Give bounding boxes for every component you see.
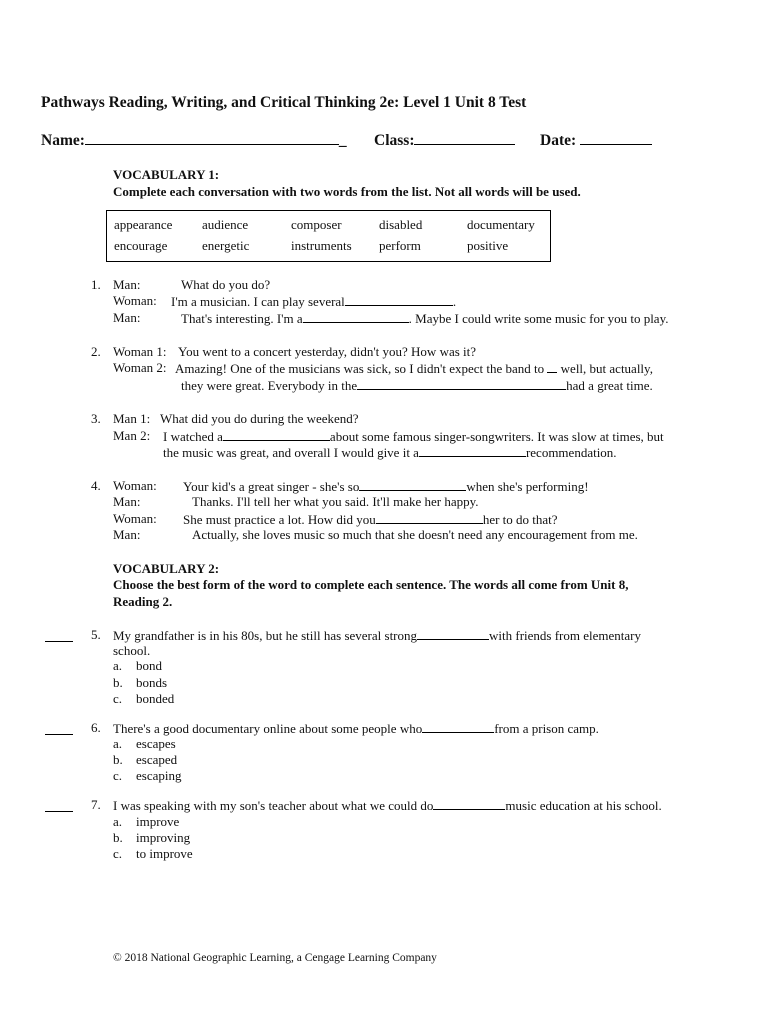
answer-blank[interactable]	[357, 377, 566, 390]
answer-blank[interactable]	[359, 478, 466, 491]
dialogue-line: Actually, she loves music so much that she doesn't need any encouragement from me.	[192, 527, 638, 542]
speaker: Man 1:	[113, 411, 151, 426]
question-text-cont: school.	[113, 643, 151, 658]
speaker: Man:	[113, 310, 141, 325]
answer-blank[interactable]	[376, 511, 483, 524]
question-text: My grandfather is in his 80s, but he still has several strong with friends from elementary	[113, 628, 641, 643]
dialogue-line: I watched a about some famous singer-songwriters. It was slow at times, but	[163, 429, 664, 444]
dialogue-line: Thanks. I'll tell her what you said. It'll make her happy.	[192, 494, 479, 509]
page-title: Pathways Reading, Writing, and Critical Thinking 2e: Level 1 Unit 8 Test	[41, 94, 527, 111]
word-item: perform	[379, 238, 421, 253]
speaker: Woman:	[113, 478, 157, 493]
option-text[interactable]: bonds	[136, 675, 168, 690]
question-text: I was speaking with my son's teacher about what we could do music education at his school.	[113, 798, 662, 813]
dialogue-line: What do you do?	[181, 277, 271, 292]
speaker: Woman 2:	[113, 360, 167, 375]
word-item: audience	[202, 217, 249, 232]
question-number: 5.	[91, 627, 101, 642]
answer-blank[interactable]	[223, 428, 330, 441]
option-text[interactable]: escaping	[136, 768, 182, 783]
question-number: 2.	[91, 344, 101, 359]
question-number: 4.	[91, 478, 101, 493]
dialogue-line: She must practice a lot. How did you her to do that?	[183, 512, 558, 527]
date-label: Date:	[540, 132, 577, 149]
word-item: appearance	[114, 217, 173, 232]
answer-blank[interactable]	[345, 293, 453, 306]
speaker: Woman:	[113, 511, 157, 526]
dialogue-line: I'm a musician. I can play several .	[171, 294, 457, 309]
answer-line[interactable]	[45, 733, 73, 735]
vocab2-instruction-line2: Reading 2.	[113, 594, 173, 609]
question-number: 1.	[91, 277, 101, 292]
word-item: energetic	[202, 238, 250, 253]
option-letter: b.	[113, 752, 123, 767]
option-letter: c.	[113, 768, 123, 783]
question-number: 6.	[91, 720, 101, 735]
option-text[interactable]: bond	[136, 658, 162, 673]
answer-blank[interactable]	[433, 797, 505, 810]
name-field[interactable]	[85, 143, 339, 145]
class-group	[374, 132, 515, 150]
speaker: Man:	[113, 494, 141, 509]
option-letter: c.	[113, 691, 123, 706]
word-list-box	[106, 210, 551, 262]
speaker: Woman:	[113, 293, 157, 308]
class-label: Class:	[374, 132, 415, 149]
answer-blank[interactable]	[422, 720, 494, 733]
speaker: Man:	[113, 277, 141, 292]
dialogue-line: they were great. Everybody in the had a great time.	[181, 378, 653, 393]
name-trailing: _	[338, 132, 347, 149]
word-item: encourage	[114, 238, 168, 253]
option-letter: a.	[113, 658, 123, 673]
vocab1-instruction: Complete each conversation with two words from the list. Not all words will be used.	[113, 184, 581, 199]
dialogue-line: Your kid's a great singer - she's so when she's performing!	[183, 479, 589, 494]
dialogue-line: the music was great, and overall I would give it a recommendation.	[163, 445, 617, 460]
dialogue-line: That's interesting. I'm a . Maybe I could write some music for you to play.	[181, 311, 669, 326]
speaker: Man:	[113, 527, 141, 542]
vocab2-heading: VOCABULARY 2:	[113, 561, 220, 576]
date-field[interactable]	[580, 143, 652, 145]
option-text[interactable]: to improve	[136, 846, 193, 861]
option-letter: b.	[113, 675, 123, 690]
answer-blank[interactable]	[303, 310, 409, 323]
answer-blank[interactable]	[547, 360, 557, 373]
speaker: Man 2:	[113, 428, 151, 443]
option-letter: a.	[113, 814, 123, 829]
name-label: Name:	[41, 132, 85, 149]
copyright-footer: © 2018 National Geographic Learning, a Cengage Learning Company	[113, 952, 437, 964]
dialogue-line: Amazing! One of the musicians was sick, so I didn't expect the band to well, but actually,	[175, 361, 653, 376]
date-group	[540, 132, 652, 150]
question-text: There's a good documentary online about some people who from a prison camp.	[113, 721, 599, 736]
student-info-row	[41, 132, 347, 150]
option-text[interactable]: escaped	[136, 752, 178, 767]
dialogue-line: You went to a concert yesterday, didn't you? How was it?	[178, 344, 477, 359]
vocab2-instruction-line1: Choose the best form of the word to complete each sentence. The words all come from Unit 8,	[113, 577, 629, 592]
question-number: 3.	[91, 411, 101, 426]
answer-line[interactable]	[45, 640, 73, 642]
option-text[interactable]: improving	[136, 830, 191, 845]
vocab1-heading: VOCABULARY 1:	[113, 167, 220, 182]
speaker: Woman 1:	[113, 344, 167, 359]
class-field[interactable]	[414, 143, 515, 145]
word-item: positive	[467, 238, 509, 253]
word-item: documentary	[467, 217, 535, 232]
option-text[interactable]: escapes	[136, 736, 176, 751]
answer-blank[interactable]	[417, 627, 489, 640]
option-letter: c.	[113, 846, 123, 861]
answer-blank[interactable]	[419, 444, 526, 457]
option-text[interactable]: bonded	[136, 691, 175, 706]
option-text[interactable]: improve	[136, 814, 180, 829]
answer-line[interactable]	[45, 810, 73, 812]
dialogue-line: What did you do during the weekend?	[160, 411, 359, 426]
word-item: instruments	[291, 238, 352, 253]
word-item: composer	[291, 217, 342, 232]
option-letter: b.	[113, 830, 123, 845]
question-number: 7.	[91, 797, 101, 812]
option-letter: a.	[113, 736, 123, 751]
word-item: disabled	[379, 217, 423, 232]
